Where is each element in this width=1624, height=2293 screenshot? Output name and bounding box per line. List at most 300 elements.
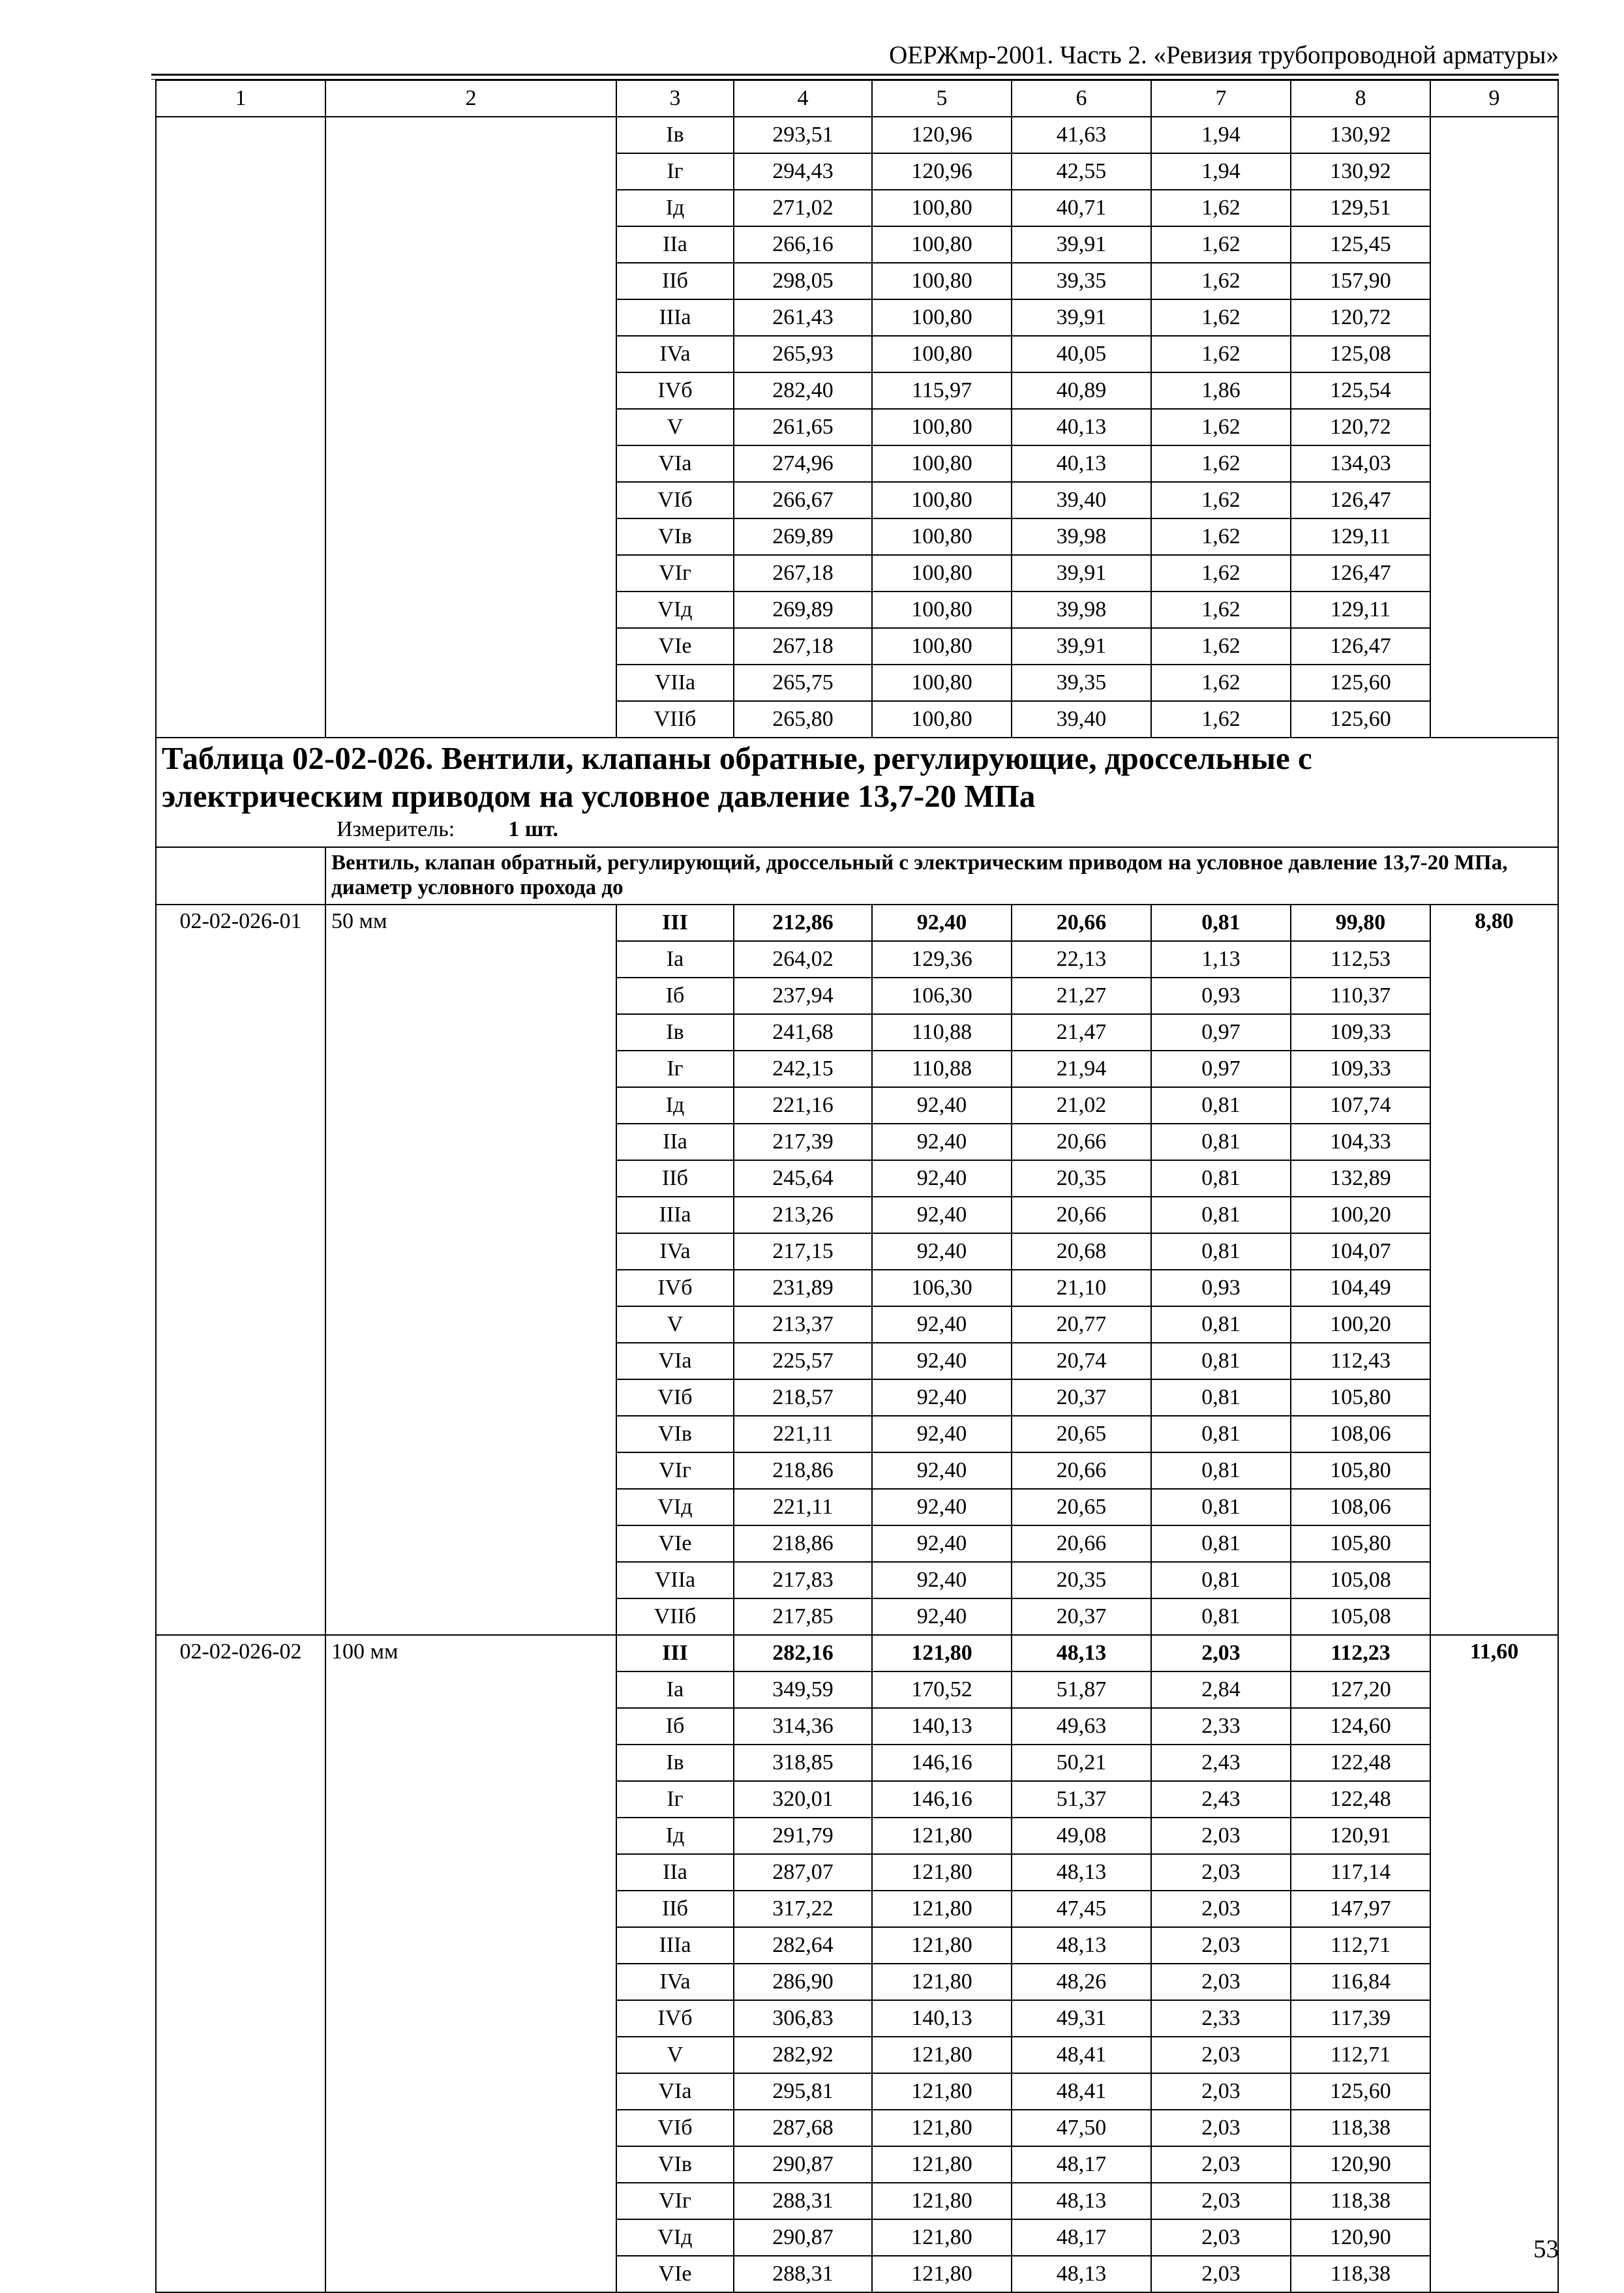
machinery-cell: 20,66 xyxy=(1012,1452,1151,1489)
direct-costs-cell: 288,31 xyxy=(734,2183,872,2219)
direct-costs-cell: 231,89 xyxy=(734,1270,872,1306)
direct-costs-cell: 286,90 xyxy=(734,1964,872,2000)
machinery-cell: 39,91 xyxy=(1012,628,1151,665)
direct-costs-cell: 242,15 xyxy=(734,1051,872,1087)
operators-wages-cell: 1,62 xyxy=(1151,665,1291,701)
direct-costs-cell: 290,87 xyxy=(734,2146,872,2183)
machinery-cell: 20,65 xyxy=(1012,1489,1151,1525)
machinery-cell: 22,13 xyxy=(1012,941,1151,978)
column-number-2: 2 xyxy=(325,80,616,117)
materials-cell: 125,60 xyxy=(1291,665,1430,701)
materials-cell: 122,48 xyxy=(1291,1745,1430,1781)
operators-wages-cell: 0,81 xyxy=(1151,1233,1291,1270)
machinery-cell: 20,35 xyxy=(1012,1562,1151,1598)
machinery-cell: 40,89 xyxy=(1012,372,1151,409)
materials-cell: 99,80 xyxy=(1291,905,1430,941)
materials-cell: 112,53 xyxy=(1291,941,1430,978)
direct-costs-cell: 213,26 xyxy=(734,1197,872,1233)
operators-wages-cell: 0,81 xyxy=(1151,1343,1291,1379)
direct-costs-cell: 290,87 xyxy=(734,2219,872,2256)
wages-cell: 115,97 xyxy=(872,372,1012,409)
column-number-9: 9 xyxy=(1430,80,1558,117)
machinery-cell: 48,41 xyxy=(1012,2037,1151,2073)
direct-costs-cell: 282,40 xyxy=(734,372,872,409)
machinery-cell: 40,71 xyxy=(1012,190,1151,226)
operators-wages-cell: 1,62 xyxy=(1151,226,1291,263)
direct-costs-cell: 217,83 xyxy=(734,1562,872,1598)
wages-cell: 92,40 xyxy=(872,1306,1012,1343)
direct-costs-cell: 293,51 xyxy=(734,117,872,153)
operators-wages-cell: 1,62 xyxy=(1151,336,1291,372)
resource-group-cell: VIe xyxy=(616,1525,734,1562)
column-number-8: 8 xyxy=(1291,80,1430,117)
machinery-cell: 39,91 xyxy=(1012,555,1151,592)
resource-group-cell: VIIa xyxy=(616,1562,734,1598)
measure-value: 1 шт. xyxy=(508,817,559,841)
direct-costs-cell: 264,02 xyxy=(734,941,872,978)
machinery-cell: 20,74 xyxy=(1012,1343,1151,1379)
wages-cell: 121,80 xyxy=(872,2037,1012,2073)
materials-cell: 100,20 xyxy=(1291,1306,1430,1343)
materials-cell: 112,71 xyxy=(1291,2037,1430,2073)
labor-cost-cell: 11,60 xyxy=(1430,1635,1558,2292)
materials-cell: 105,08 xyxy=(1291,1562,1430,1598)
machinery-cell: 20,37 xyxy=(1012,1598,1151,1635)
resource-group-cell: VIIб xyxy=(616,1598,734,1635)
operators-wages-cell: 2,03 xyxy=(1151,1964,1291,2000)
operators-wages-cell: 0,81 xyxy=(1151,1160,1291,1197)
operators-wages-cell: 1,62 xyxy=(1151,555,1291,592)
wages-cell: 100,80 xyxy=(872,336,1012,372)
materials-cell: 112,43 xyxy=(1291,1343,1430,1379)
direct-costs-cell: 294,43 xyxy=(734,153,872,190)
nominal-diameter: 100 мм xyxy=(325,1635,616,2292)
materials-cell: 129,11 xyxy=(1291,592,1430,628)
machinery-cell: 47,45 xyxy=(1012,1891,1151,1927)
direct-costs-cell: 274,96 xyxy=(734,445,872,482)
resource-group-cell: Iв xyxy=(616,1014,734,1051)
table-row xyxy=(156,905,1558,941)
operators-wages-cell: 1,94 xyxy=(1151,153,1291,190)
wages-cell: 170,52 xyxy=(872,1671,1012,1708)
wages-cell: 146,16 xyxy=(872,1781,1012,1818)
machinery-cell: 39,98 xyxy=(1012,518,1151,555)
operators-wages-cell: 2,43 xyxy=(1151,1781,1291,1818)
direct-costs-cell: 267,18 xyxy=(734,628,872,665)
table-body xyxy=(156,80,1558,2292)
resource-group-cell: VIб xyxy=(616,482,734,518)
operators-wages-cell: 0,81 xyxy=(1151,1598,1291,1635)
machinery-cell: 48,26 xyxy=(1012,1964,1151,2000)
resource-group-cell: VIг xyxy=(616,2183,734,2219)
resource-group-cell: V xyxy=(616,2037,734,2073)
direct-costs-cell: 213,37 xyxy=(734,1306,872,1343)
materials-cell: 107,74 xyxy=(1291,1087,1430,1124)
materials-cell: 118,38 xyxy=(1291,2256,1430,2292)
resource-group-cell: Iд xyxy=(616,1087,734,1124)
machinery-cell: 21,94 xyxy=(1012,1051,1151,1087)
column-number-3: 3 xyxy=(616,80,734,117)
wages-cell: 92,40 xyxy=(872,1343,1012,1379)
wages-cell: 92,40 xyxy=(872,905,1012,941)
resource-group-cell: VIв xyxy=(616,518,734,555)
machinery-cell: 48,41 xyxy=(1012,2073,1151,2110)
materials-cell: 105,80 xyxy=(1291,1525,1430,1562)
direct-costs-cell: 318,85 xyxy=(734,1745,872,1781)
machinery-cell: 20,66 xyxy=(1012,1124,1151,1160)
resource-group-cell: Iд xyxy=(616,190,734,226)
materials-cell: 109,33 xyxy=(1291,1014,1430,1051)
resource-group-cell: IIб xyxy=(616,263,734,299)
machinery-cell: 42,55 xyxy=(1012,153,1151,190)
materials-cell: 126,47 xyxy=(1291,628,1430,665)
page-number: 53 xyxy=(1533,2235,1559,2263)
operators-wages-cell: 0,81 xyxy=(1151,1124,1291,1160)
description-row xyxy=(156,847,1558,905)
operators-wages-cell: 1,62 xyxy=(1151,482,1291,518)
operators-wages-cell: 2,84 xyxy=(1151,1671,1291,1708)
resource-group-cell: IIIa xyxy=(616,299,734,336)
wages-cell: 92,40 xyxy=(872,1562,1012,1598)
wages-cell: 121,80 xyxy=(872,2110,1012,2146)
operators-wages-cell: 2,03 xyxy=(1151,2037,1291,2073)
operators-wages-cell: 2,03 xyxy=(1151,2110,1291,2146)
table-row xyxy=(156,117,1558,153)
operators-wages-cell: 2,43 xyxy=(1151,1745,1291,1781)
wages-cell: 92,40 xyxy=(872,1598,1012,1635)
wages-cell: 121,80 xyxy=(872,2146,1012,2183)
resource-group-cell: Iг xyxy=(616,1051,734,1087)
wages-cell: 110,88 xyxy=(872,1014,1012,1051)
materials-cell: 125,45 xyxy=(1291,226,1430,263)
operators-wages-cell: 2,33 xyxy=(1151,2000,1291,2037)
machinery-cell: 51,37 xyxy=(1012,1781,1151,1818)
materials-cell: 120,72 xyxy=(1291,299,1430,336)
machinery-cell: 47,50 xyxy=(1012,2110,1151,2146)
direct-costs-cell: 291,79 xyxy=(734,1818,872,1854)
wages-cell: 92,40 xyxy=(872,1452,1012,1489)
wages-cell: 121,80 xyxy=(872,1635,1012,1671)
operators-wages-cell: 0,81 xyxy=(1151,1416,1291,1452)
machinery-cell: 39,40 xyxy=(1012,701,1151,738)
machinery-cell: 20,66 xyxy=(1012,905,1151,941)
direct-costs-cell: 265,75 xyxy=(734,665,872,701)
resource-group-cell: VIIa xyxy=(616,665,734,701)
wages-cell: 129,36 xyxy=(872,941,1012,978)
materials-cell: 112,71 xyxy=(1291,1927,1430,1964)
operators-wages-cell: 1,13 xyxy=(1151,941,1291,978)
resource-group-cell: V xyxy=(616,1306,734,1343)
resource-group-cell: VIв xyxy=(616,2146,734,2183)
column-number-5: 5 xyxy=(872,80,1012,117)
table-title-line1: Таблица 02-02-026. Вентили, клапаны обратные, регулирующие, дроссельные с xyxy=(162,740,1312,776)
operators-wages-cell: 0,81 xyxy=(1151,905,1291,941)
operators-wages-cell: 0,97 xyxy=(1151,1014,1291,1051)
machinery-cell: 40,13 xyxy=(1012,409,1151,445)
materials-cell: 120,90 xyxy=(1291,2146,1430,2183)
resource-group-cell: VIб xyxy=(616,1379,734,1416)
machinery-cell: 48,17 xyxy=(1012,2219,1151,2256)
wages-cell: 110,88 xyxy=(872,1051,1012,1087)
resource-group-cell: IVб xyxy=(616,2000,734,2037)
wages-cell: 100,80 xyxy=(872,482,1012,518)
column-number-1: 1 xyxy=(156,80,325,117)
wages-cell: 121,80 xyxy=(872,1927,1012,1964)
direct-costs-cell: 221,16 xyxy=(734,1087,872,1124)
direct-costs-cell: 218,57 xyxy=(734,1379,872,1416)
direct-costs-cell: 287,68 xyxy=(734,2110,872,2146)
materials-cell: 124,60 xyxy=(1291,1708,1430,1745)
direct-costs-cell: 298,05 xyxy=(734,263,872,299)
wages-cell: 100,80 xyxy=(872,701,1012,738)
wages-cell: 100,80 xyxy=(872,263,1012,299)
machinery-cell: 49,08 xyxy=(1012,1818,1151,1854)
materials-cell: 112,23 xyxy=(1291,1635,1430,1671)
operators-wages-cell: 2,03 xyxy=(1151,1635,1291,1671)
operators-wages-cell: 0,81 xyxy=(1151,1087,1291,1124)
wages-cell: 100,80 xyxy=(872,628,1012,665)
table-title-line2: электрическим приводом на условное давление 13,7-20 МПа xyxy=(162,778,1036,814)
wages-cell: 121,80 xyxy=(872,2073,1012,2110)
resource-group-cell: IVa xyxy=(616,1233,734,1270)
code-cell xyxy=(156,847,325,905)
direct-costs-cell: 237,94 xyxy=(734,978,872,1014)
operators-wages-cell: 1,94 xyxy=(1151,117,1291,153)
operators-wages-cell: 2,03 xyxy=(1151,1927,1291,1964)
resource-group-cell: III xyxy=(616,1635,734,1671)
operators-wages-cell: 0,93 xyxy=(1151,1270,1291,1306)
operators-wages-cell: 1,62 xyxy=(1151,263,1291,299)
column-number-6: 6 xyxy=(1012,80,1151,117)
resource-group-cell: VIб xyxy=(616,2110,734,2146)
direct-costs-cell: 221,11 xyxy=(734,1489,872,1525)
labor-cost-cell: 8,80 xyxy=(1430,905,1558,1635)
machinery-cell: 20,37 xyxy=(1012,1379,1151,1416)
materials-cell: 126,47 xyxy=(1291,555,1430,592)
running-header: ОЕРЖмр-2001. Часть 2. «Ревизия трубопроводной арматуры» xyxy=(889,41,1559,69)
materials-cell: 104,33 xyxy=(1291,1124,1430,1160)
materials-cell: 120,72 xyxy=(1291,409,1430,445)
wages-cell: 92,40 xyxy=(872,1416,1012,1452)
wages-cell: 92,40 xyxy=(872,1087,1012,1124)
resource-group-cell: VIa xyxy=(616,445,734,482)
resource-group-cell: IIб xyxy=(616,1891,734,1927)
direct-costs-cell: 282,64 xyxy=(734,1927,872,1964)
machinery-cell: 20,35 xyxy=(1012,1160,1151,1197)
direct-costs-cell: 225,57 xyxy=(734,1343,872,1379)
labor-cost-cell xyxy=(1430,117,1558,738)
materials-cell: 110,37 xyxy=(1291,978,1430,1014)
direct-costs-cell: 266,16 xyxy=(734,226,872,263)
materials-cell: 117,14 xyxy=(1291,1854,1430,1891)
resource-group-cell: VIд xyxy=(616,592,734,628)
machinery-cell: 48,13 xyxy=(1012,1927,1151,1964)
direct-costs-cell: 269,89 xyxy=(734,592,872,628)
operators-wages-cell: 2,03 xyxy=(1151,2219,1291,2256)
operators-wages-cell: 0,81 xyxy=(1151,1525,1291,1562)
materials-cell: 104,07 xyxy=(1291,1233,1430,1270)
machinery-cell: 49,63 xyxy=(1012,1708,1151,1745)
machinery-cell: 40,13 xyxy=(1012,445,1151,482)
direct-costs-cell: 245,64 xyxy=(734,1160,872,1197)
wages-cell: 100,80 xyxy=(872,226,1012,263)
resource-group-cell: IIIa xyxy=(616,1927,734,1964)
wages-cell: 92,40 xyxy=(872,1233,1012,1270)
operators-wages-cell: 1,86 xyxy=(1151,372,1291,409)
table-title-row xyxy=(156,738,1558,847)
materials-cell: 120,90 xyxy=(1291,2219,1430,2256)
table-row xyxy=(156,1635,1558,1671)
machinery-cell: 39,91 xyxy=(1012,226,1151,263)
machinery-cell: 40,05 xyxy=(1012,336,1151,372)
direct-costs-cell: 212,86 xyxy=(734,905,872,941)
operators-wages-cell: 1,62 xyxy=(1151,592,1291,628)
resource-group-cell: VIe xyxy=(616,628,734,665)
materials-cell: 105,08 xyxy=(1291,1598,1430,1635)
operators-wages-cell: 1,62 xyxy=(1151,445,1291,482)
wages-cell: 121,80 xyxy=(872,1891,1012,1927)
direct-costs-cell: 265,93 xyxy=(734,336,872,372)
direct-costs-cell: 217,15 xyxy=(734,1233,872,1270)
machinery-cell: 21,47 xyxy=(1012,1014,1151,1051)
materials-cell: 109,33 xyxy=(1291,1051,1430,1087)
wages-cell: 121,80 xyxy=(872,1854,1012,1891)
measure-line xyxy=(162,815,1552,844)
materials-cell: 132,89 xyxy=(1291,1160,1430,1197)
direct-costs-cell: 218,86 xyxy=(734,1452,872,1489)
wages-cell: 100,80 xyxy=(872,299,1012,336)
operators-wages-cell: 1,62 xyxy=(1151,190,1291,226)
wages-cell: 100,80 xyxy=(872,665,1012,701)
machinery-cell: 20,68 xyxy=(1012,1233,1151,1270)
resource-group-cell: VIIб xyxy=(616,701,734,738)
materials-cell: 125,08 xyxy=(1291,336,1430,372)
machinery-cell: 21,10 xyxy=(1012,1270,1151,1306)
direct-costs-cell: 282,16 xyxy=(734,1635,872,1671)
materials-cell: 129,11 xyxy=(1291,518,1430,555)
machinery-cell: 48,13 xyxy=(1012,1635,1151,1671)
operators-wages-cell: 1,62 xyxy=(1151,518,1291,555)
wages-cell: 100,80 xyxy=(872,409,1012,445)
machinery-cell: 20,65 xyxy=(1012,1416,1151,1452)
resource-group-cell: VIд xyxy=(616,1489,734,1525)
direct-costs-cell: 261,43 xyxy=(734,299,872,336)
operators-wages-cell: 1,62 xyxy=(1151,409,1291,445)
operators-wages-cell: 2,33 xyxy=(1151,1708,1291,1745)
materials-cell: 134,03 xyxy=(1291,445,1430,482)
direct-costs-cell: 320,01 xyxy=(734,1781,872,1818)
materials-cell: 157,90 xyxy=(1291,263,1430,299)
direct-costs-cell: 266,67 xyxy=(734,482,872,518)
machinery-cell: 49,31 xyxy=(1012,2000,1151,2037)
wages-cell: 106,30 xyxy=(872,1270,1012,1306)
materials-cell: 130,92 xyxy=(1291,153,1430,190)
operators-wages-cell: 2,03 xyxy=(1151,2183,1291,2219)
resource-group-cell: IIa xyxy=(616,1854,734,1891)
resource-group-cell: IVб xyxy=(616,372,734,409)
materials-cell: 125,60 xyxy=(1291,701,1430,738)
direct-costs-cell: 217,39 xyxy=(734,1124,872,1160)
resource-group-cell: V xyxy=(616,409,734,445)
name-cell xyxy=(325,117,616,738)
machinery-cell: 39,98 xyxy=(1012,592,1151,628)
operators-wages-cell: 2,03 xyxy=(1151,1891,1291,1927)
machinery-cell: 50,21 xyxy=(1012,1745,1151,1781)
header-rule xyxy=(151,74,1559,76)
operators-wages-cell: 0,81 xyxy=(1151,1562,1291,1598)
resource-group-cell: IVб xyxy=(616,1270,734,1306)
resource-group-cell: Iд xyxy=(616,1818,734,1854)
operators-wages-cell: 2,03 xyxy=(1151,1854,1291,1891)
direct-costs-cell: 221,11 xyxy=(734,1416,872,1452)
machinery-cell: 39,35 xyxy=(1012,665,1151,701)
materials-cell: 126,47 xyxy=(1291,482,1430,518)
materials-cell: 108,06 xyxy=(1291,1416,1430,1452)
resource-group-cell: IVa xyxy=(616,1964,734,2000)
machinery-cell: 21,27 xyxy=(1012,978,1151,1014)
machinery-cell: 39,40 xyxy=(1012,482,1151,518)
resource-group-cell: VIe xyxy=(616,2256,734,2292)
wages-cell: 140,13 xyxy=(872,1708,1012,1745)
work-description: Вентиль, клапан обратный, регулирующий, дроссельный с электрическим приводом на условное давление 13,7-20 МПа, диаметр условного прохода до xyxy=(325,847,1558,905)
machinery-cell: 48,13 xyxy=(1012,2256,1151,2292)
materials-cell: 129,51 xyxy=(1291,190,1430,226)
operators-wages-cell: 0,81 xyxy=(1151,1306,1291,1343)
machinery-cell: 39,91 xyxy=(1012,299,1151,336)
resource-group-cell: Iг xyxy=(616,1781,734,1818)
direct-costs-cell: 265,80 xyxy=(734,701,872,738)
direct-costs-cell: 267,18 xyxy=(734,555,872,592)
wages-cell: 100,80 xyxy=(872,445,1012,482)
materials-cell: 130,92 xyxy=(1291,117,1430,153)
wages-cell: 100,80 xyxy=(872,555,1012,592)
column-number-7: 7 xyxy=(1151,80,1291,117)
wages-cell: 121,80 xyxy=(872,2219,1012,2256)
column-number-4: 4 xyxy=(734,80,872,117)
wages-cell: 121,80 xyxy=(872,1964,1012,2000)
machinery-cell: 20,66 xyxy=(1012,1197,1151,1233)
direct-costs-cell: 217,85 xyxy=(734,1598,872,1635)
resource-group-cell: VIв xyxy=(616,1416,734,1452)
direct-costs-cell: 271,02 xyxy=(734,190,872,226)
operators-wages-cell: 2,03 xyxy=(1151,2073,1291,2110)
column-number-row xyxy=(156,80,1558,117)
rate-code: 02-02-026-01 xyxy=(156,905,325,1635)
machinery-cell: 20,66 xyxy=(1012,1525,1151,1562)
wages-cell: 92,40 xyxy=(872,1489,1012,1525)
resource-group-cell: Iг xyxy=(616,153,734,190)
resource-group-cell: Iв xyxy=(616,117,734,153)
operators-wages-cell: 2,03 xyxy=(1151,1818,1291,1854)
machinery-cell: 21,02 xyxy=(1012,1087,1151,1124)
materials-cell: 125,60 xyxy=(1291,2073,1430,2110)
resource-group-cell: VIa xyxy=(616,2073,734,2110)
resource-group-cell: IIa xyxy=(616,226,734,263)
direct-costs-cell: 218,86 xyxy=(734,1525,872,1562)
machinery-cell: 48,13 xyxy=(1012,2183,1151,2219)
materials-cell: 116,84 xyxy=(1291,1964,1430,2000)
materials-cell: 105,80 xyxy=(1291,1379,1430,1416)
resource-group-cell: Ia xyxy=(616,941,734,978)
wages-cell: 100,80 xyxy=(872,592,1012,628)
wages-cell: 92,40 xyxy=(872,1160,1012,1197)
machinery-cell: 48,17 xyxy=(1012,2146,1151,2183)
resource-group-cell: Iб xyxy=(616,1708,734,1745)
resource-group-cell: VIг xyxy=(616,555,734,592)
materials-cell: 100,20 xyxy=(1291,1197,1430,1233)
rates-table xyxy=(155,80,1559,2293)
direct-costs-cell: 241,68 xyxy=(734,1014,872,1051)
